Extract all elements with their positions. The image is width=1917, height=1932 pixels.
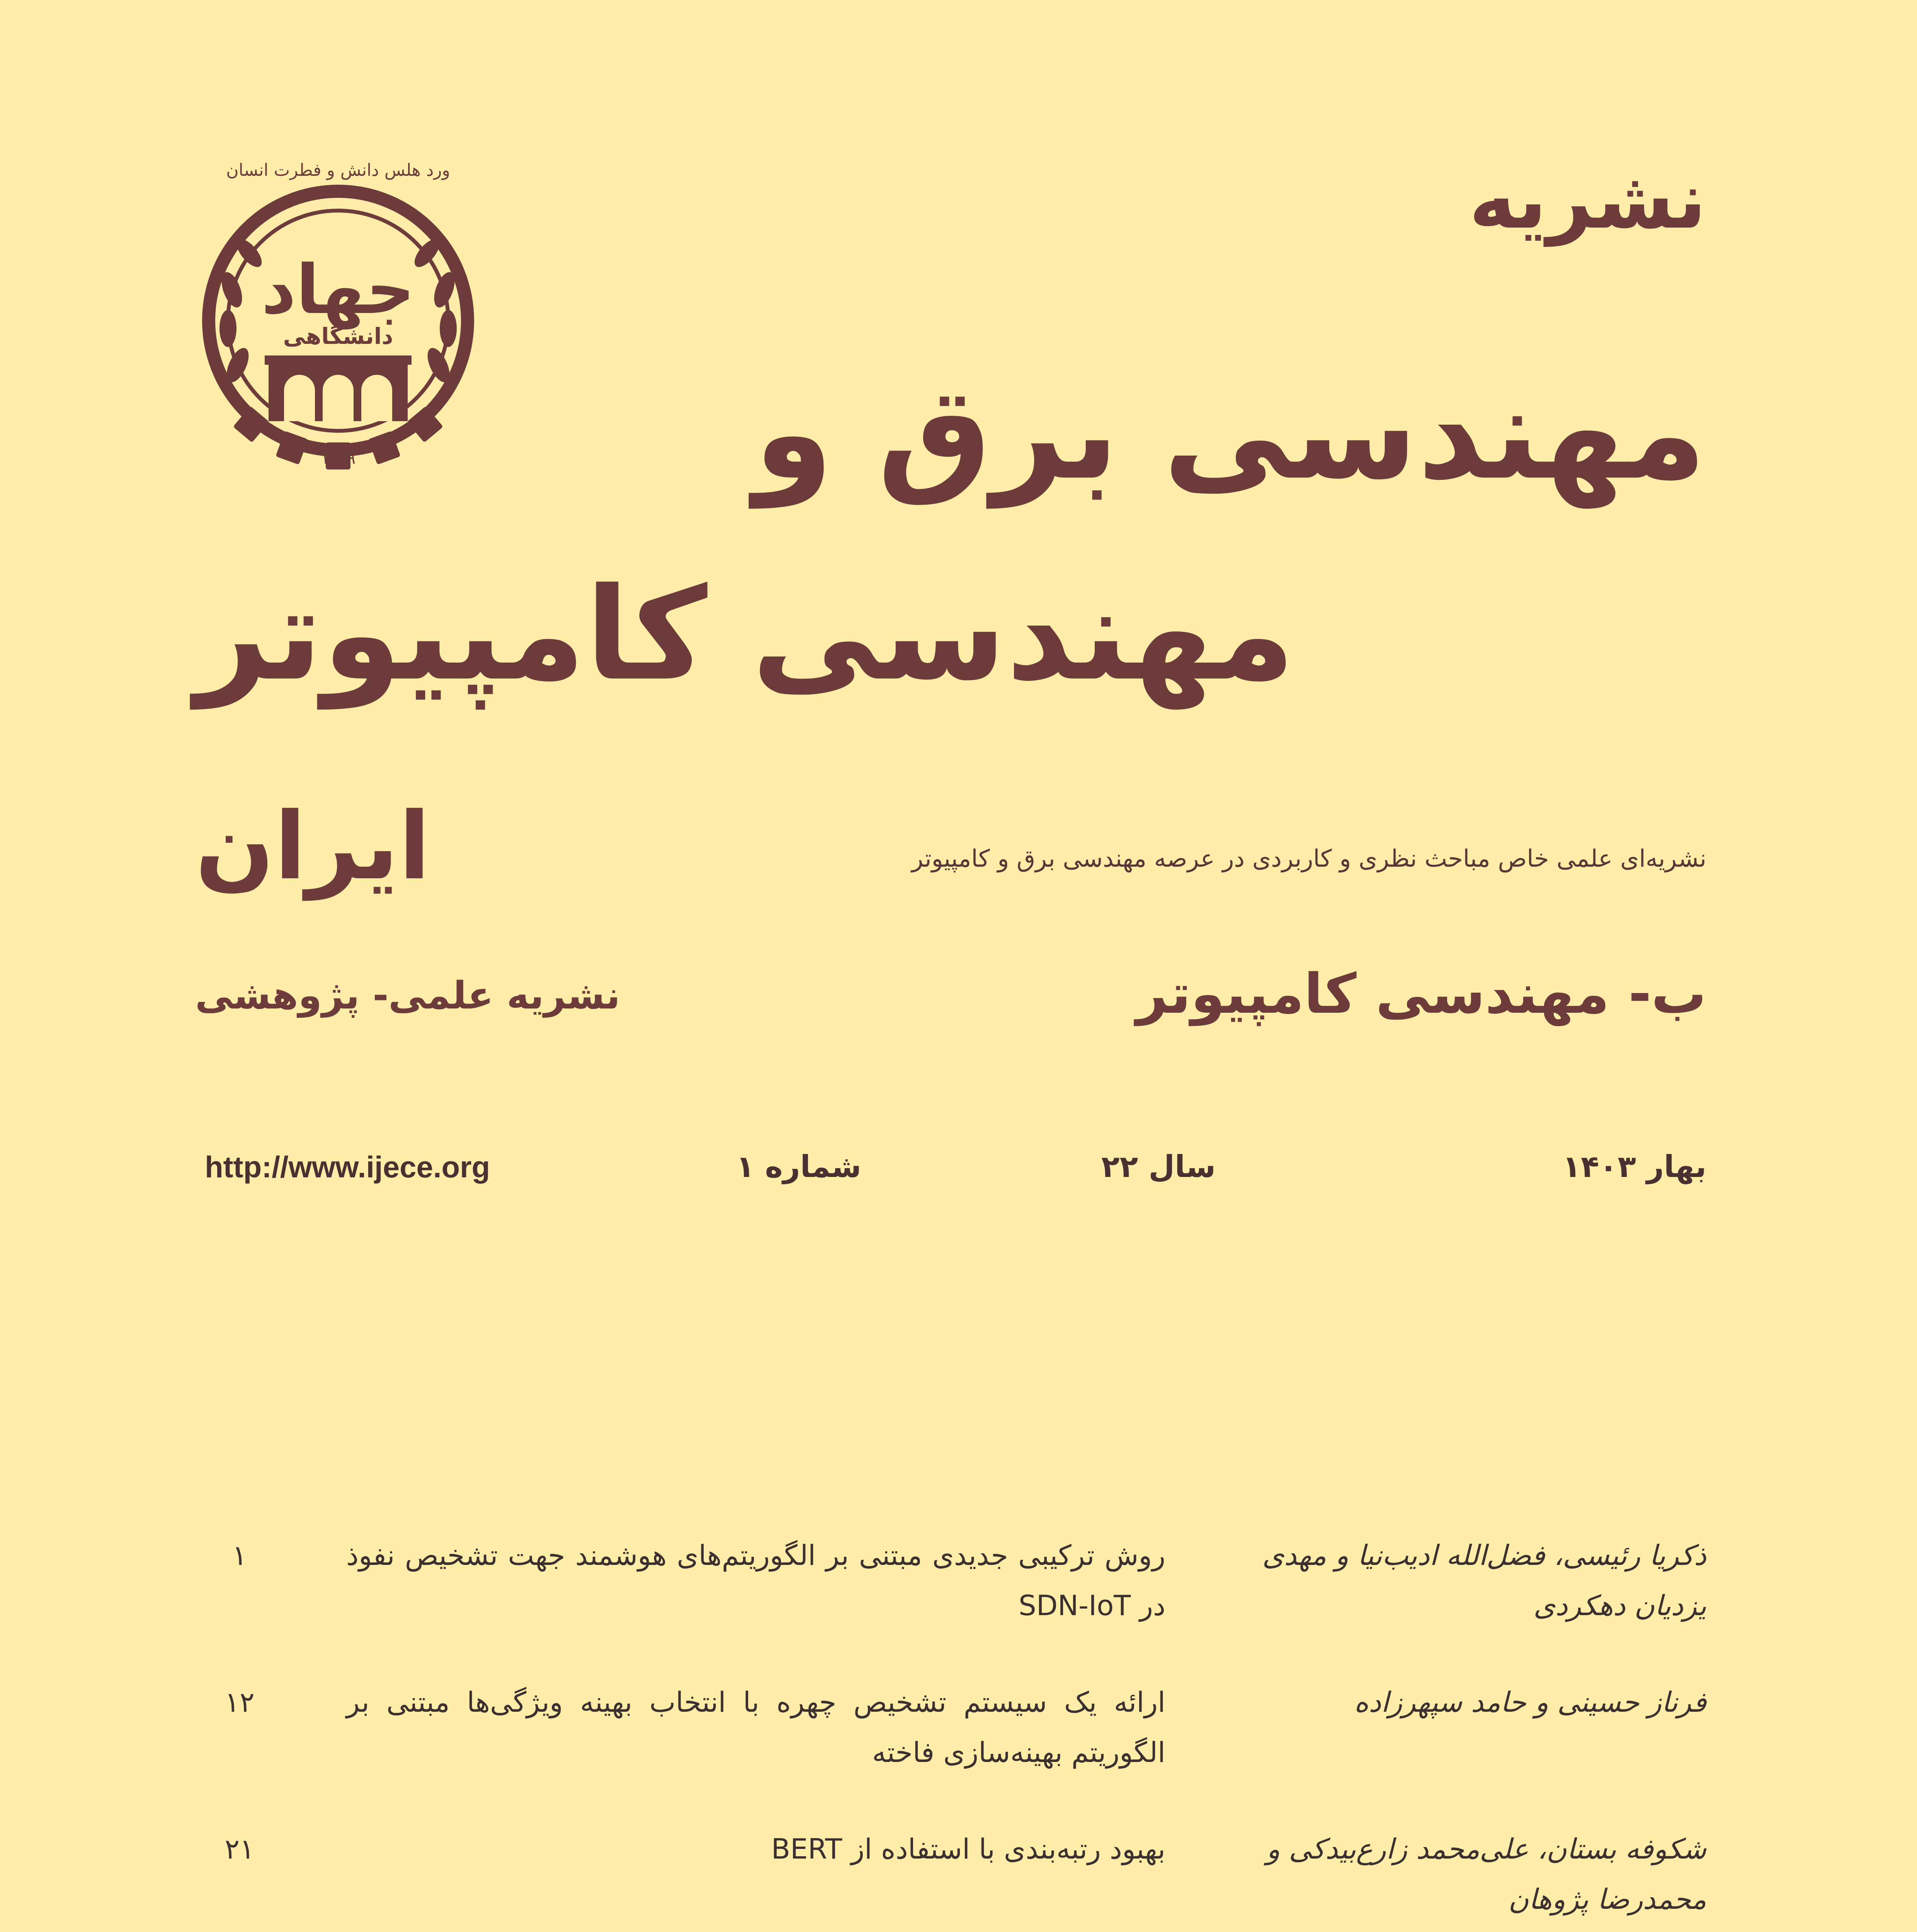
issue-year: سال ۲۲ bbox=[1101, 1150, 1216, 1184]
logo-name: جهاد bbox=[261, 251, 415, 329]
toc-item[interactable] bbox=[0, 1677, 1917, 1793]
journal-title-line-4: ایران bbox=[195, 792, 430, 900]
issue-number: شماره ۱ bbox=[736, 1150, 861, 1184]
logo-motto: ورد هلس دانش و فطرت انسان bbox=[226, 160, 450, 180]
journal-title-line-2: مهندسی برق و bbox=[754, 359, 1706, 508]
toc-item[interactable] bbox=[0, 1530, 1917, 1646]
journal-url[interactable]: http://www.ijece.org bbox=[205, 1150, 490, 1184]
toc-page: ۱۲ bbox=[225, 1686, 255, 1718]
building-icon bbox=[265, 355, 412, 421]
journal-section: ب- مهندسی کامپیوتر bbox=[1136, 962, 1706, 1026]
journal-title-line-3: مهندسی کامپیوتر bbox=[195, 560, 1295, 709]
toc-item[interactable] bbox=[0, 1824, 1917, 1932]
logo-sub: دانشگاهی bbox=[283, 323, 393, 349]
toc-page: ۲۱ bbox=[225, 1833, 255, 1865]
toc-authors: ذکریا رئیسی، فضل‌الله ادیب‌نیا و مهدی یزدیان دهکردی bbox=[1262, 1539, 1706, 1622]
logo-year: ۱۳۵۹ bbox=[320, 449, 356, 468]
toc-authors: شکوفه بستان، علی‌محمد زارع‌بیدکی و محمدرضا پژوهان bbox=[1266, 1833, 1706, 1915]
toc-page: ۱ bbox=[232, 1539, 247, 1571]
jahad-daneshgahi-logo bbox=[195, 155, 481, 471]
toc-authors: فرناز حسینی و حامد سپهرزاده bbox=[1354, 1686, 1706, 1718]
toc-title: روش ترکیبی جدیدی مبتنی بر الگوریتم‌های هوشمند جهت تشخیص نفوذ در SDN-IoT bbox=[346, 1539, 1165, 1622]
journal-title-line-1: نشریه bbox=[1469, 155, 1706, 247]
journal-status: نشریه علمی- پژوهشی bbox=[195, 974, 620, 1018]
issue-season: بهار ۱۴۰۳ bbox=[1562, 1150, 1706, 1184]
journal-subtitle: نشریه‌ای علمی خاص مباحث نظری و کاربردی در عرصه مهندسی برق و کامپیوتر bbox=[912, 844, 1706, 872]
toc-title: بهبود رتبه‌بندی با استفاده از BERT bbox=[771, 1833, 1165, 1865]
toc-title: ارائه یک سیستم تشخیص چهره با انتخاب بهینه ویژگی‌ها مبتنی بر الگوریتم بهینه‌سازی فاخته bbox=[346, 1686, 1165, 1769]
